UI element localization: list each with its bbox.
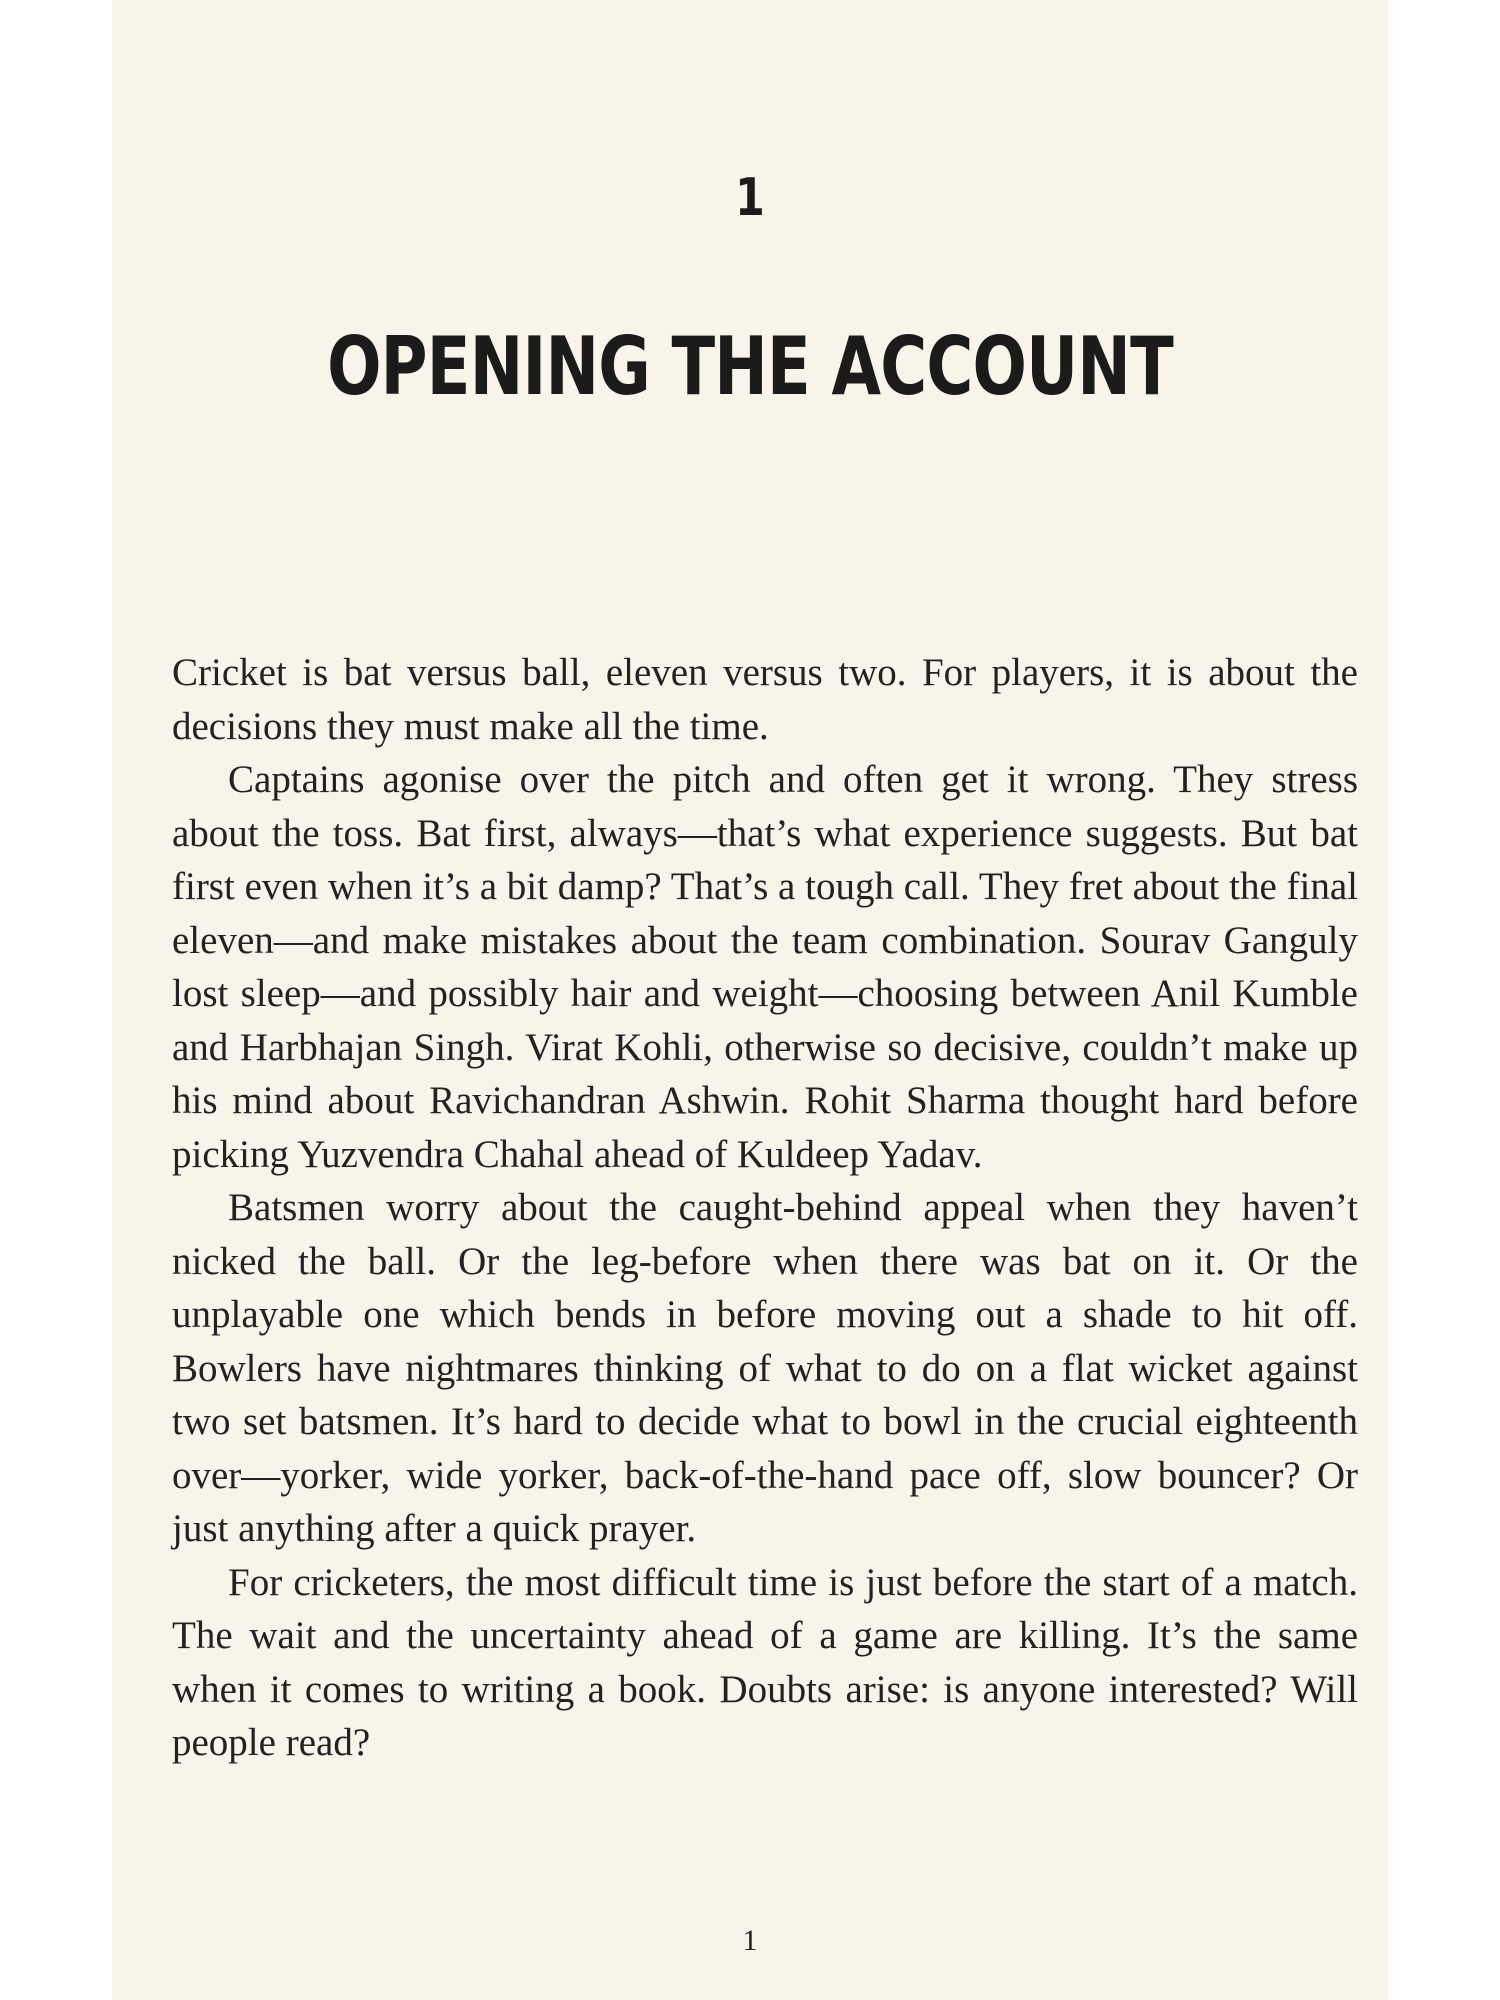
paragraph: Cricket is bat versus ball, eleven versus two. For players, it is about the decisions they must make all the time. xyxy=(172,651,1358,748)
paragraph: Captains agonise over the pitch and often get it wrong. They stress about the toss. Bat first, always—that’s what experience suggests. But bat first even when it’s a bit damp? That’s a tough call. They fret about the final eleven—and make mistakes about the team combination. Sourav Ganguly lost sleep—and possibly hair and weight—choosing between Anil Kumble and Harbhajan Singh. Virat Kohli, otherwise so decisive, couldn’t make up his mind about Ravichandran Ashwin. Rohit Sharma thought hard before picking Yuzvendra Chahal ahead of Kuldeep Yadav. xyxy=(172,758,1358,1176)
paragraph: For cricketers, the most difficult time is just before the start of a match. The wait and the uncertainty ahead of a game are killing. It’s the same when it comes to writing a book. Doubts arise: is anyone interested? Will people read? xyxy=(172,1560,1358,1764)
chapter-number: 1 xyxy=(735,168,765,228)
chapter-title: OPENING THE ACCOUNT xyxy=(327,320,1173,413)
chapter-body xyxy=(172,646,1358,1770)
paragraph: Batsmen worry about the caught-behind appeal when they haven’t nicked the ball. Or the leg-before when there was bat on it. Or the unplayable one which bends in before moving out a shade to hit off. Bowlers have nightmares thinking of what to do on a flat wicket against two set batsmen. It’s hard to decide what to bowl in the crucial eighteenth over—yorker, wide yorker, back-of-the-hand pace off, slow bouncer? Or just anything after a quick prayer. xyxy=(172,1186,1358,1550)
book-page xyxy=(112,0,1388,2000)
page-number: 1 xyxy=(742,1924,758,1957)
